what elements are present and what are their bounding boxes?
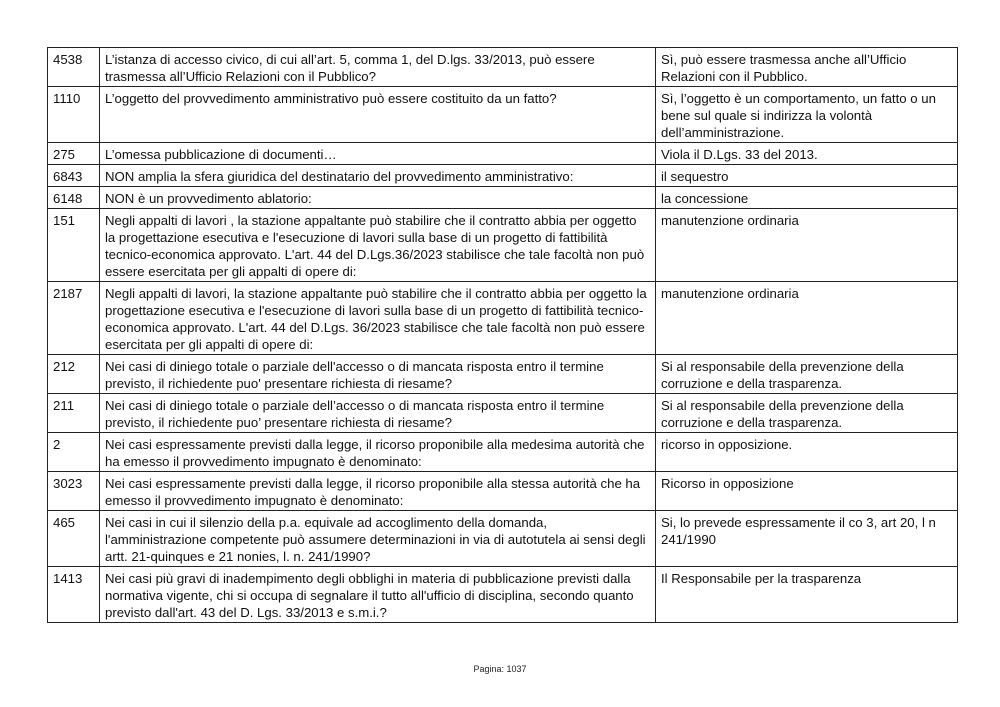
question-id: 212: [48, 355, 100, 394]
answer-text: Sì, può essere trasmessa anche all’Ufficio Relazioni con il Pubblico.: [656, 48, 958, 87]
qa-table: [47, 47, 958, 623]
answer-text: il sequestro: [656, 165, 958, 187]
question-id: 211: [48, 394, 100, 433]
question-text: Nei casi più gravi di inadempimento degli obblighi in materia di pubblicazione previsti dalla normativa vigente, chi si occupa di segnalare il tutto all'ufficio di disciplina, secondo quanto previsto dall'art. 43 del D. Lgs. 33/2013 e s.m.i.?: [100, 567, 656, 623]
question-id: 1110: [48, 87, 100, 143]
table-row: [48, 165, 958, 187]
question-id: 2: [48, 433, 100, 472]
page-number: Pagina: 1037: [473, 664, 527, 674]
answer-text: Si, lo prevede espressamente il co 3, art 20, l n 241/1990: [656, 511, 958, 567]
answer-text: manutenzione ordinaria: [656, 209, 958, 282]
answer-text: Si al responsabile della prevenzione della corruzione e della trasparenza.: [656, 355, 958, 394]
question-id: 3023: [48, 472, 100, 511]
question-text: Nei casi in cui il silenzio della p.a. equivale ad accoglimento della domanda, l'amministrazione competente può assumere determinazioni in via di autotutela ai sensi degli artt. 21-quinques e 21 nonies, l. n. 241/1990?: [100, 511, 656, 567]
table-row: [48, 48, 958, 87]
table-row: [48, 567, 958, 623]
question-id: 6843: [48, 165, 100, 187]
answer-text: Viola il D.Lgs. 33 del 2013.: [656, 143, 958, 165]
question-id: 275: [48, 143, 100, 165]
answer-text: Sì, l’oggetto è un comportamento, un fatto o un bene sul quale si indirizza la volontà dell’amministrazione.: [656, 87, 958, 143]
question-text: NON è un provvedimento ablatorio:: [100, 187, 656, 209]
question-text: Nei casi espressamente previsti dalla legge, il ricorso proponibile alla stessa autorità che ha emesso il provvedimento impugnato è denominato:: [100, 472, 656, 511]
question-id: 151: [48, 209, 100, 282]
question-text: NON amplia la sfera giuridica del destinatario del provvedimento amministrativo:: [100, 165, 656, 187]
question-id: 465: [48, 511, 100, 567]
question-text: L’istanza di accesso civico, di cui all’art. 5, comma 1, del D.lgs. 33/2013, può essere trasmessa all’Ufficio Relazioni con il Pubblico?: [100, 48, 656, 87]
table-row: [48, 472, 958, 511]
table-row: [48, 87, 958, 143]
answer-text: la concessione: [656, 187, 958, 209]
table-row: [48, 282, 958, 355]
question-id: 2187: [48, 282, 100, 355]
table-row: [48, 355, 958, 394]
answer-text: ricorso in opposizione.: [656, 433, 958, 472]
answer-text: Si al responsabile della prevenzione della corruzione e della trasparenza.: [656, 394, 958, 433]
question-text: L’omessa pubblicazione di documenti…: [100, 143, 656, 165]
table-row: [48, 209, 958, 282]
question-text: Negli appalti di lavori, la stazione appaltante può stabilire che il contratto abbia per oggetto la progettazione esecutiva e l'esecuzione di lavori sulla base di un progetto di fattibilità tecnico-economica approvato. L'art. 44 del D.Lgs. 36/2023 stabilisce che tale facoltà non può essere esercitata per gli appalti di opere di:: [100, 282, 656, 355]
table-row: [48, 511, 958, 567]
table-row: [48, 433, 958, 472]
question-text: Nei casi di diniego totale o parziale dell’accesso o di mancata risposta entro il termine previsto, il richiedente puo’ presentare richiesta di riesame?: [100, 394, 656, 433]
question-id: 6148: [48, 187, 100, 209]
table-row: [48, 143, 958, 165]
question-text: L’oggetto del provvedimento amministrativo può essere costituito da un fatto?: [100, 87, 656, 143]
question-text: Nei casi di diniego totale o parziale dell'accesso o di mancata risposta entro il termine previsto, il richiedente puo' presentare richiesta di riesame?: [100, 355, 656, 394]
question-text: Negli appalti di lavori , la stazione appaltante può stabilire che il contratto abbia per oggetto la progettazione esecutiva e l'esecuzione di lavori sulla base di un progetto di fattibilità tecnico-economica approvato. L'art. 44 del D.Lgs.36/2023 stabilisce che tale facoltà non può essere esercitata per gli appalti di opere di:: [100, 209, 656, 282]
table-row: [48, 394, 958, 433]
table-row: [48, 187, 958, 209]
question-id: 4538: [48, 48, 100, 87]
answer-text: Ricorso in opposizione: [656, 472, 958, 511]
question-text: Nei casi espressamente previsti dalla legge, il ricorso proponibile alla medesima autorità che ha emesso il provvedimento impugnato è denominato:: [100, 433, 656, 472]
question-id: 1413: [48, 567, 100, 623]
answer-text: Il Responsabile per la trasparenza: [656, 567, 958, 623]
answer-text: manutenzione ordinaria: [656, 282, 958, 355]
